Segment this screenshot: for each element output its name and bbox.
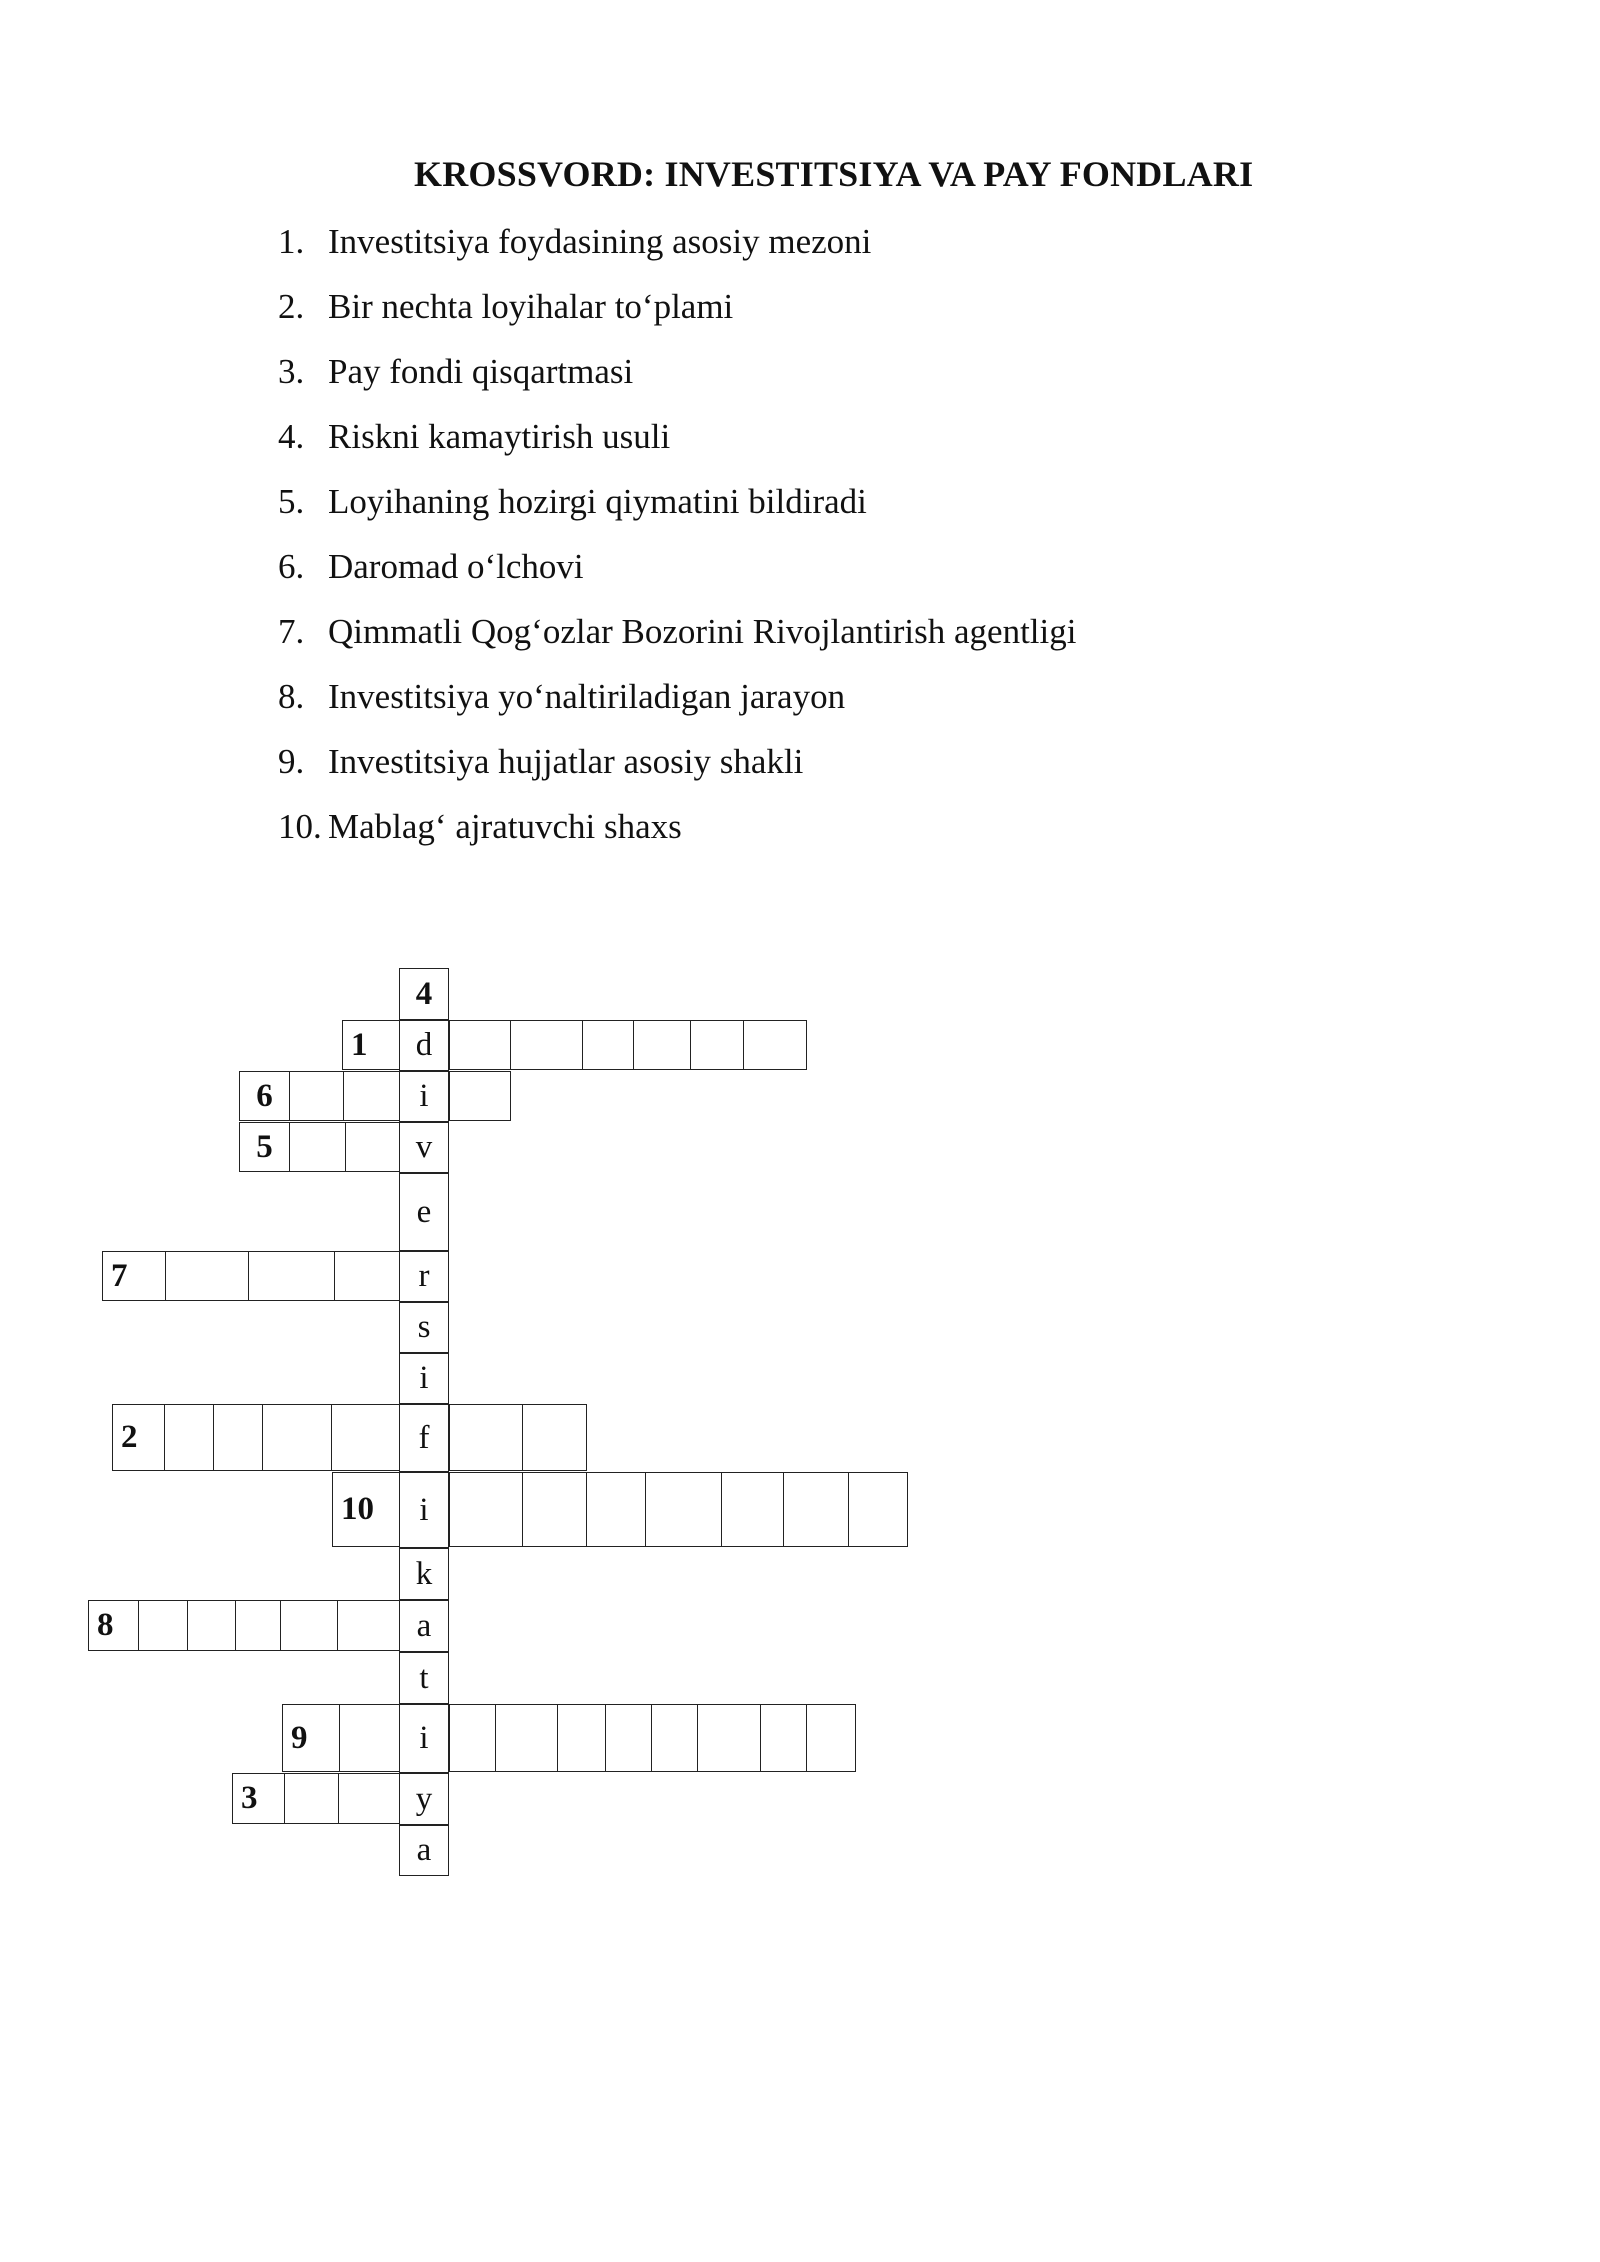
crossword-cell[interactable] xyxy=(690,1020,744,1070)
crossword-cell[interactable] xyxy=(165,1251,249,1301)
clue-2-label-cell: 2 xyxy=(112,1404,165,1471)
crossword-cell[interactable] xyxy=(449,1704,496,1772)
clue-10-label-cell: 10 xyxy=(332,1472,400,1547)
vertical-letter-cell: i xyxy=(399,1071,449,1122)
clue-9-label-cell: 9 xyxy=(282,1704,340,1772)
clue-item: 4. Riskni kamaytirish usuli xyxy=(278,417,671,456)
crossword-cell[interactable] xyxy=(337,1600,400,1651)
crossword-cell[interactable] xyxy=(760,1704,807,1772)
crossword-cell[interactable] xyxy=(806,1704,856,1772)
crossword-cell[interactable] xyxy=(449,1404,523,1471)
clue-item: 9. Investitsiya hujjatlar asosiy shakli xyxy=(278,742,804,781)
vertical-letter-cell: i xyxy=(399,1704,449,1773)
clue-item: 10. Mablag‘ ajratuvchi shaxs xyxy=(278,807,682,846)
vertical-letter-cell: i xyxy=(399,1472,449,1548)
clue-1-label-cell: 1 xyxy=(342,1020,400,1070)
clue-6-label-cell: 6 xyxy=(239,1071,290,1121)
crossword-cell[interactable] xyxy=(495,1704,558,1772)
crossword-cell[interactable] xyxy=(697,1704,761,1772)
crossword-cell[interactable] xyxy=(289,1071,344,1121)
clue-item: 2. Bir nechta loyihalar to‘plami xyxy=(278,287,734,326)
clue-5-label-cell: 5 xyxy=(239,1122,290,1172)
crossword-cell[interactable] xyxy=(331,1404,400,1471)
crossword-cell[interactable] xyxy=(339,1704,400,1772)
clue-item: 1. Investitsiya foydasining asosiy mezoni xyxy=(278,222,872,261)
clue-item: 3. Pay fondi qisqartmasi xyxy=(278,352,634,391)
crossword-cell[interactable] xyxy=(138,1600,188,1651)
clue-item: 8. Investitsiya yo‘naltiriladigan jarayon xyxy=(278,677,846,716)
crossword-cell[interactable] xyxy=(449,1020,511,1070)
clue-item: 7. Qimmatli Qog‘ozlar Bozorini Rivojlantirish agentligi xyxy=(278,612,1077,651)
crossword-cell[interactable] xyxy=(164,1404,214,1471)
crossword-cell[interactable] xyxy=(582,1020,634,1070)
crossword-cell[interactable] xyxy=(522,1404,587,1471)
crossword-cell[interactable] xyxy=(248,1251,335,1301)
crossword-cell[interactable] xyxy=(343,1071,400,1121)
clue-3-label-cell: 3 xyxy=(232,1773,285,1824)
crossword-cell[interactable] xyxy=(743,1020,807,1070)
crossword-cell[interactable] xyxy=(280,1600,338,1651)
vertical-letter-cell: f xyxy=(399,1404,449,1472)
crossword-cell[interactable] xyxy=(213,1404,263,1471)
crossword-cell[interactable] xyxy=(645,1472,722,1547)
vertical-letter-cell: r xyxy=(399,1251,449,1302)
vertical-letter-cell: v xyxy=(399,1122,449,1173)
clue-7-label-cell: 7 xyxy=(102,1251,166,1301)
vertical-letter-cell: k xyxy=(399,1548,449,1600)
vertical-letter-cell: a xyxy=(399,1825,449,1876)
crossword-cell[interactable] xyxy=(449,1071,511,1121)
crossword-cell[interactable] xyxy=(345,1122,400,1172)
crossword-cell[interactable] xyxy=(783,1472,849,1547)
crossword-cell[interactable] xyxy=(338,1773,400,1824)
crossword-cell[interactable] xyxy=(721,1472,784,1547)
crossword-cell[interactable] xyxy=(586,1472,646,1547)
vertical-letter-cell: i xyxy=(399,1353,449,1404)
clue-4-label-cell: 4 xyxy=(399,968,449,1020)
crossword-cell[interactable] xyxy=(651,1704,698,1772)
crossword-cell[interactable] xyxy=(633,1020,691,1070)
crossword-cell[interactable] xyxy=(334,1251,400,1301)
crossword-cell[interactable] xyxy=(848,1472,908,1547)
clue-item: 5. Loyihaning hozirgi qiymatini bildiradi xyxy=(278,482,867,521)
crossword-cell[interactable] xyxy=(510,1020,583,1070)
crossword-cell[interactable] xyxy=(235,1600,281,1651)
crossword-cell[interactable] xyxy=(284,1773,339,1824)
vertical-letter-cell: e xyxy=(399,1173,449,1251)
crossword-cell[interactable] xyxy=(449,1472,523,1547)
vertical-letter-cell: s xyxy=(399,1302,449,1353)
vertical-letter-cell: y xyxy=(399,1773,449,1825)
vertical-letter-cell: t xyxy=(399,1652,449,1704)
page-title: KROSSVORD: INVESTITSIYA VA PAY FONDLARI xyxy=(414,154,1254,194)
crossword-cell[interactable] xyxy=(262,1404,332,1471)
clue-8-label-cell: 8 xyxy=(88,1600,139,1651)
crossword-cell[interactable] xyxy=(522,1472,587,1547)
vertical-letter-cell: a xyxy=(399,1600,449,1652)
crossword-cell[interactable] xyxy=(289,1122,346,1172)
vertical-letter-cell: d xyxy=(399,1020,449,1071)
crossword-cell[interactable] xyxy=(557,1704,606,1772)
clue-item: 6. Daromad o‘lchovi xyxy=(278,547,584,586)
crossword-cell[interactable] xyxy=(187,1600,236,1651)
crossword-cell[interactable] xyxy=(605,1704,652,1772)
